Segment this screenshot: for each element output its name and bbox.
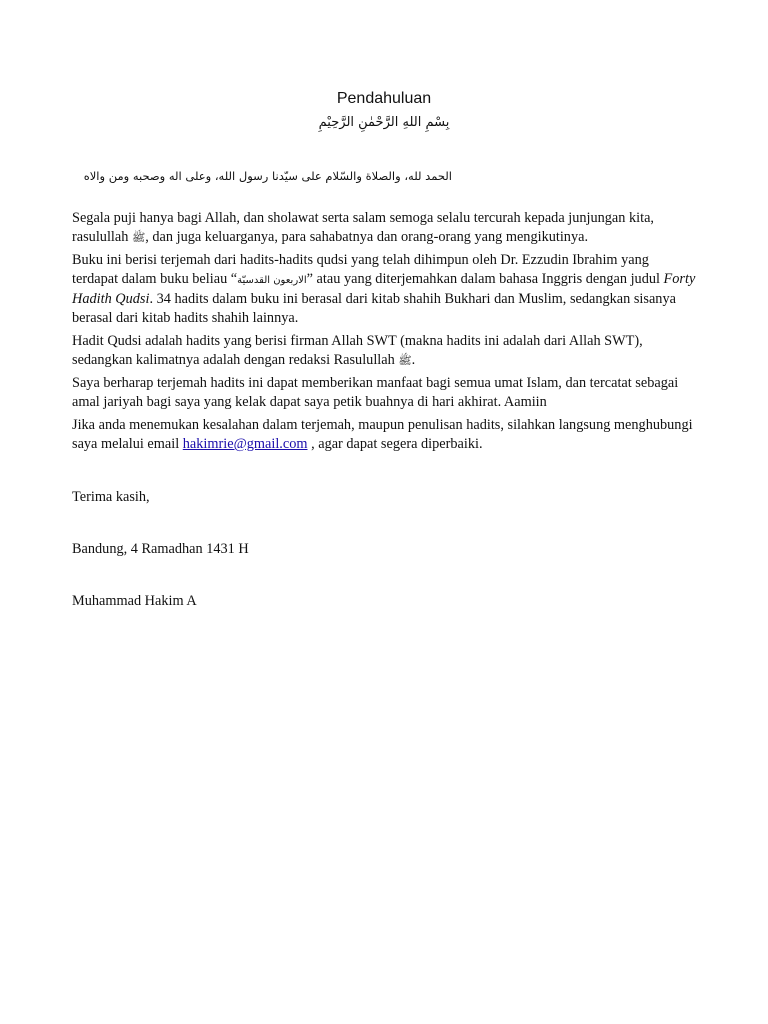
paragraph-text: Hadit Qudsi adalah hadits yang berisi firman Allah SWT (makna hadits ini adalah dari Allah SWT), sedangkan kalimatnya adalah dengan redaksi Rasulullah <box>72 333 643 368</box>
paragraph-text: Jika anda menemukan kesalahan dalam terjemah, maupun penulisan hadits, silahkan langsung menghubungi saya melalui email <box>72 417 693 452</box>
paragraph-book-source <box>72 251 697 328</box>
email-link[interactable]: hakimrie@gmail.com <box>182 436 308 452</box>
paragraph-text: , agar dapat segera diperbaiki. <box>307 436 483 452</box>
arabic-opening: الحمد لله، والصلاة والسّلام على سيّدنا رسول الله، وعلى اله وصحبه ومن والاه <box>83 169 452 183</box>
paragraph-contact <box>72 416 697 454</box>
paragraph-definition <box>72 332 697 370</box>
paragraph-text: , dan juga keluarganya, para sahabatnya dan orang-orang yang mengikutinya. <box>145 229 589 245</box>
arabic-book-title: الاربعون القدسيّة <box>237 275 307 286</box>
document-body <box>72 209 697 458</box>
basmalah: بِسْمِ اللهِ الرَّحْمٰنِ الرَّحِيْمِ <box>318 115 450 130</box>
paragraph-text: . <box>411 352 416 368</box>
closing-place-date: Bandung, 4 Ramadhan 1431 H <box>72 541 249 557</box>
paragraph-text: Segala puji hanya bagi Allah, dan sholawat serta salam semoga selalu tercurah kepada junjungan kita, rasulullah <box>72 210 655 245</box>
saw-symbol: ﷺ <box>131 231 146 244</box>
paragraph-text: ” atau yang diterjemahkan dalam bahasa Inggris dengan judul <box>306 271 664 287</box>
book-title: Forty Hadith Qudsi <box>72 271 696 307</box>
saw-symbol: ﷺ <box>398 354 412 367</box>
paragraph-text: Buku ini berisi terjemah dari hadits-hadits qudsi yang telah dihimpun oleh Dr. Ezzudin Ibrahim yang terdapat dalam buku beliau “ <box>72 252 649 287</box>
paragraph-hope <box>72 374 697 412</box>
page-title: Pendahuluan <box>336 90 432 107</box>
paragraph-text: . 34 hadits dalam buku ini berasal dari kitab shahih Bukhari dan Muslim, sedangkan sisanya berasal dari kitab hadits shahih lainnya. <box>72 291 676 326</box>
author-name: Muhammad Hakim A <box>72 593 197 609</box>
paragraph-text: Saya berharap terjemah hadits ini dapat memberikan manfaat bagi semua umat Islam, dan tercatat sebagai amal jariyah bagi saya yang kelak dapat saya petik buahnya di hari akhirat. Aamiin <box>72 375 679 410</box>
paragraph-praise <box>72 209 697 247</box>
closing-thanks: Terima kasih, <box>72 489 150 505</box>
